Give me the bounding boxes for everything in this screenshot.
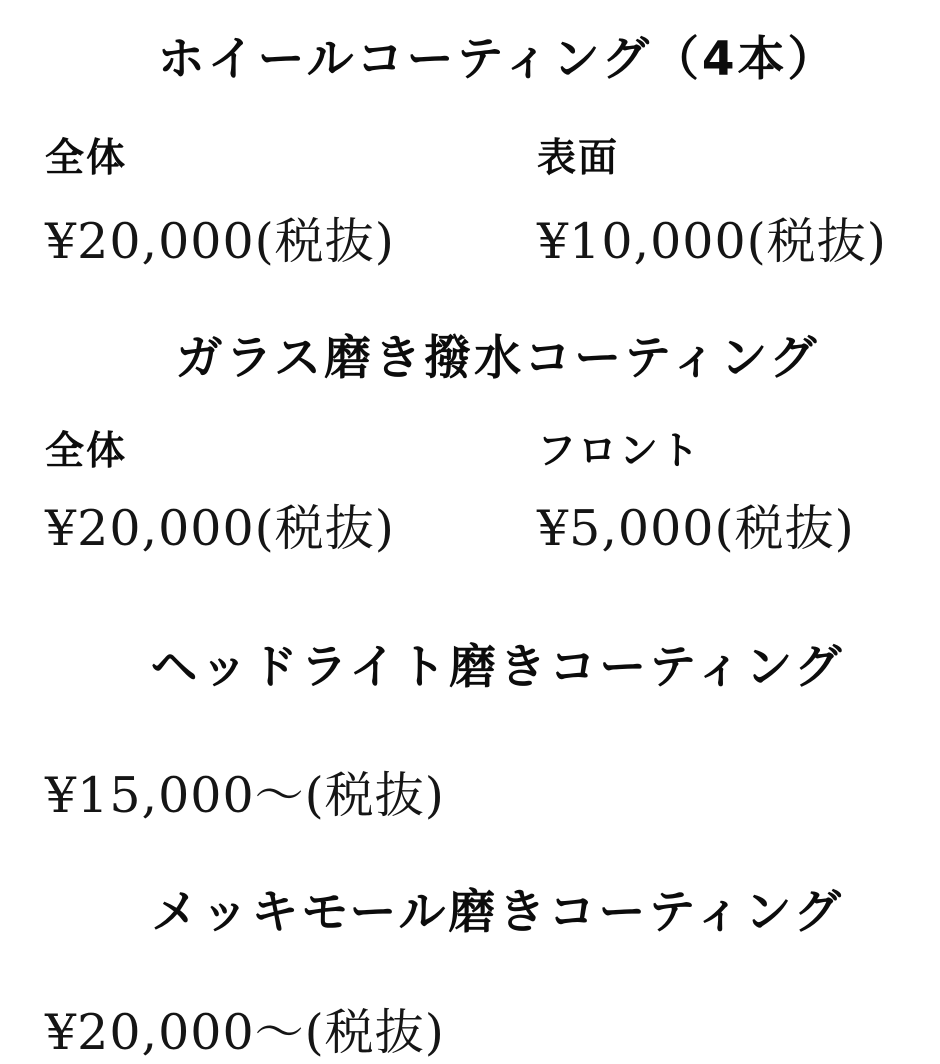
chrome-molding-coating-price: ¥20,000〜(税抜) <box>45 1004 445 1061</box>
glass-coating-front-price: ¥5,000(税抜) <box>537 500 855 557</box>
wheel-coating-price-row <box>0 203 940 273</box>
headlight-coating-title: ヘッドライト磨きコーティング <box>150 640 845 695</box>
glass-coating-whole-price: ¥20,000(税抜) <box>45 500 395 557</box>
chrome-molding-coating-title: メッキモール磨きコーティング <box>151 885 844 940</box>
wheel-coating-option-surface-label: 表面 <box>537 136 620 181</box>
wheel-coating-title: ホイールコーティング（4本） <box>157 32 838 87</box>
glass-coating-title: ガラス磨き撥水コーティング <box>175 331 820 386</box>
wheel-coating-surface-price: ¥10,000(税抜) <box>537 213 887 270</box>
section-glass-coating <box>0 321 940 560</box>
glass-coating-label-row <box>0 420 940 476</box>
section-headlight-coating <box>0 630 940 827</box>
coating-price-list <box>0 22 940 1061</box>
headlight-coating-price: ¥15,000〜(税抜) <box>45 767 445 824</box>
section-wheel-coating <box>0 22 940 273</box>
wheel-coating-option-whole-label: 全体 <box>45 136 128 181</box>
wheel-coating-label-row <box>0 127 940 183</box>
section-chrome-molding-coating <box>0 875 940 1064</box>
glass-coating-price-row <box>0 490 940 560</box>
wheel-coating-whole-price: ¥20,000(税抜) <box>45 213 395 270</box>
glass-coating-option-front-label: フロント <box>537 429 702 474</box>
glass-coating-option-whole-label: 全体 <box>45 429 128 474</box>
